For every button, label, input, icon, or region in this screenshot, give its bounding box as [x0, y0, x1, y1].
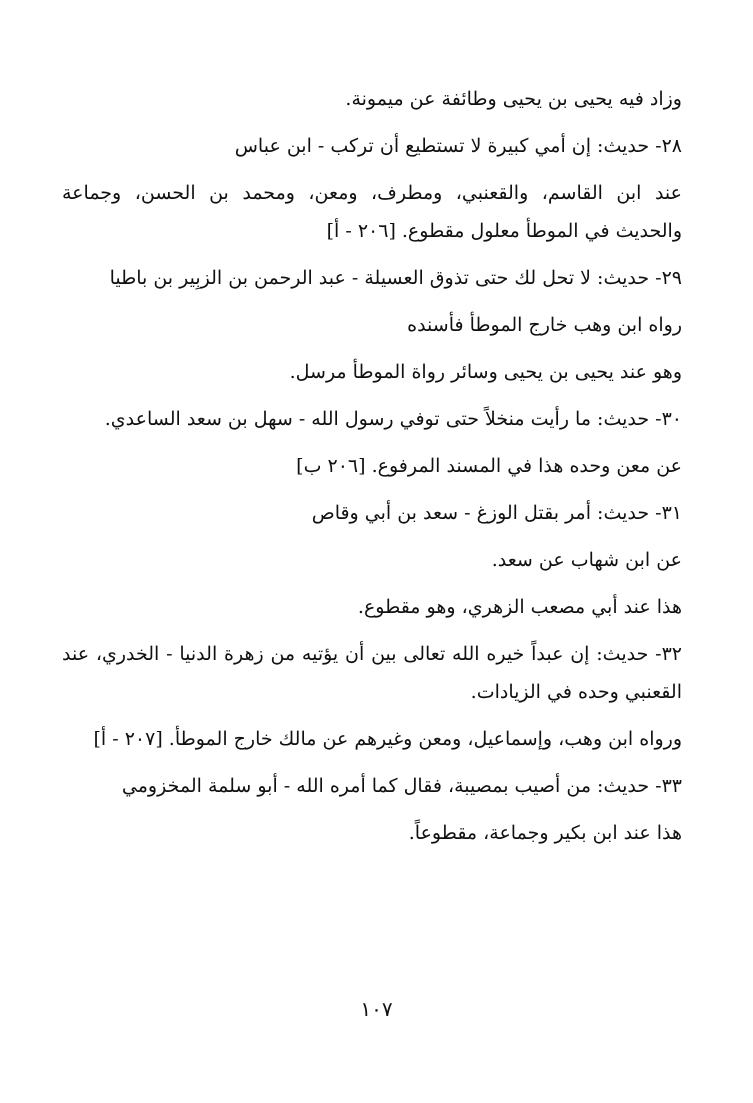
paragraph-15: هذا عند ابن بكير وجماعة، مقطوعاً.: [408, 822, 682, 844]
paragraph-8: عن معن وحده هذا في المسند المرفوع. [٢٠٦ ب]: [296, 455, 682, 477]
hadith-31: ٣١- حديث: أمر بقتل الوزغ - سعد بن أبي وقاص: [311, 502, 682, 524]
paragraph-10: عن ابن شهاب عن سعد.: [491, 549, 682, 571]
hadith-32: ٣٢- حديث: إن عبداً خيره الله تعالى بين أن يؤتيه من زهرة الدنيا - الخدري، عند القعنبي وحده في الزيادات.: [62, 643, 682, 703]
body-text: [62, 80, 682, 861]
paragraph-6: وهو عند يحيى بن يحيى وسائر رواة الموطأ مرسل.: [289, 361, 682, 383]
paragraph-3: عند ابن القاسم، والقعنبي، ومطرف، ومعن، ومحمد بن الحسن، وجماعة والحديث في الموطأ معلول مقطوع. [٢٠٦ - أ]: [62, 182, 682, 242]
paragraph-5: رواه ابن وهب خارج الموطأ فأسنده: [407, 314, 682, 336]
paragraph-11: هذا عند أبي مصعب الزهري، وهو مقطوع.: [357, 596, 682, 618]
hadith-29: ٢٩- حديث: لا تحل لك حتى تذوق العسيلة - عبد الرحمن بن الزبِير بن باطيا: [109, 267, 682, 289]
paragraph-13: ورواه ابن وهب، وإسماعيل، ومعن وغيرهم عن مالك خارج الموطأ. [٢٠٧ - أ]: [93, 728, 682, 750]
hadith-28: ٢٨- حديث: إن أمي كبيرة لا تستطيع أن تركب - ابن عباس: [234, 135, 682, 157]
paragraph-1: وزاد فيه يحيى بن يحيى وطائفة عن ميمونة.: [345, 88, 682, 110]
hadith-30: ٣٠- حديث: ما رأيت منخلاً حتى توفي رسول الله - سهل بن سعد الساعدي.: [104, 408, 682, 430]
hadith-33: ٣٣- حديث: من أصيب بمصيبة، فقال كما أمره الله - أبو سلمة المخزومي: [121, 775, 682, 797]
page-number: ١٠٧: [360, 997, 393, 1021]
